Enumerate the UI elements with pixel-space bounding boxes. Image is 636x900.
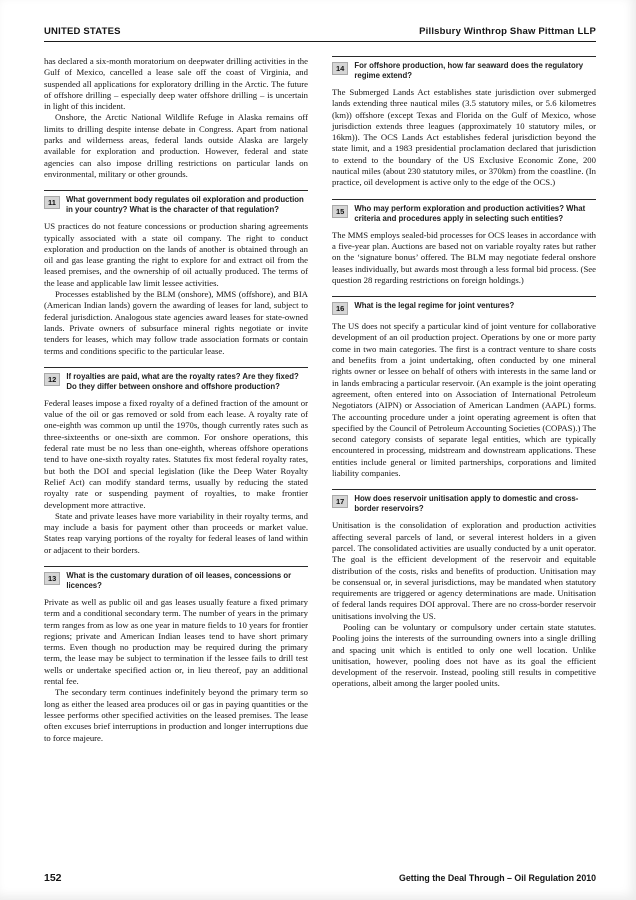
question-text: What government body regulates oil exploration and production in your country? What is the character of that regulation? [65, 195, 304, 215]
question-block [44, 190, 308, 357]
question-header [44, 367, 308, 398]
question-number: 11 [44, 196, 60, 209]
right-column [332, 56, 596, 864]
question-text: If royalties are paid, what are the royalty rates? Are they fixed? Do they differ between onshore and offshore production? [66, 371, 299, 391]
question-number: 17 [332, 495, 348, 508]
two-column-body [44, 56, 596, 864]
question-number: 15 [332, 205, 348, 218]
question-text: What is the customary duration of oil leases, concessions or licences? [66, 570, 292, 590]
question-block [332, 296, 596, 479]
answer-paragraph: Private as well as public oil and gas leases usually feature a fixed primary term and a conditional secondary term. The number of years in the primary term ranges from as low as one year in mature fields to 10 years for frontier regions; private and American Indian leases tend to have short primary terms. Even though no production may be required during the primary term, the lease may be subject to termination if the lessee fails to drill test wells or undertake specified action or, in lieu thereof, pay an additional rental fee. [44, 596, 308, 687]
page-number: 152 [44, 872, 62, 884]
question-text: How does reservoir unitisation apply to domestic and cross-border reservoirs? [354, 494, 579, 514]
question-header [332, 199, 596, 230]
question-text: What is the legal regime for joint ventures? [354, 301, 515, 311]
question-block [44, 367, 308, 556]
answer-paragraph: The secondary term continues indefinitely beyond the primary term so long as either the leased area produces oil or gas in paying quantities or the lessee performs other specified activities on the leased premises. The lease often excuses brief interruptions in production and longer interruptions due to force majeure. [44, 687, 308, 743]
intro-paragraph: has declared a six-month moratorium on deepwater drilling activities in the Gulf of Mexico, cancelled a lease sale off the coast of Virginia, and suspended all applications for exploratory drilling in the Arctic. The future of offshore drilling – especially deep water offshore drilling – is uncertain in light of this incident. [44, 56, 308, 112]
page-footer [44, 864, 596, 884]
question-header [44, 566, 308, 597]
answer-paragraph: The MMS employs sealed-bid processes for OCS leases in accordance with a five-year plan. Auctions are based not on variable royalty rates but rather on the ‘signature bonus’ offered. The BLM may negotiate federal onshore leases individually, but awards most through a less formal bid process. (See question 28 regarding restrictions on foreign holdings.) [332, 229, 596, 285]
intro-paragraph: Onshore, the Arctic National Wildlife Refuge in Alaska remains off limits to drilling despite intense debate in Congress. Apart from national parks and wilderness areas, federal lands outside Alaska are largely available for exploration and production. However, federal and state agencies can also impose drilling restrictions on particular lands on environmental, military or other grounds. [44, 112, 308, 179]
question-block [332, 56, 596, 189]
answer-paragraph: Unitisation is the consolidation of exploration and production activities affecting several parcels of land, or several interest holders in a given parcel. The consolidated activities are usually conducted by a unit operator. The goal is the efficient development of the reservoir and equitable distribution of the costs, risks and benefits of production. Unitisation may be consensual or, in several jurisdictions, may be mandated when statutory requirements are triggered or agency determinations are made. Unitisation of federal lands requires DOI approval. There are no cross-border reservoir unitisations involving the US. [332, 520, 596, 621]
question-block [332, 489, 596, 689]
question-number: 14 [332, 62, 348, 75]
question-header [332, 489, 596, 520]
answer-paragraph: State and private leases have more variability in their royalty terms, and may include a basis for payment other than proceeds or market value. States reap varying portions of the royalty for federal leases of land within or adjacent to their borders. [44, 510, 308, 555]
question-number: 12 [44, 373, 60, 386]
answer-paragraph: US practices do not feature concessions or production sharing agreements typically associated with a state oil company. The right to conduct exploration and production on the lands of another is obtained through an oil and gas lease granting the right to explore for and extract oil from the leased premises, and the ownership of oil actually produced. The terms of the lease and applicable law limit lessee activities. [44, 221, 308, 288]
question-block [332, 199, 596, 286]
question-header [332, 56, 596, 87]
answer-paragraph: Federal leases impose a fixed royalty of a defined fraction of the amount or value of the oil or gas removed or sold from each lease. A royalty rate of one-eighth was common up until the 1970s, though currently rates such as three-sixteenths or one-sixth are common. For onshore operations, this federal rate must be no less than one-eighth, whereas offshore operations tend to have one-sixth royalty rates. Statutes fix most federal royalty rates, but both the DOI and special legislation (like the Deep Water Royalty Relief Act) can modify standard terms, usually by reducing the stated royalty rate or suspending payment of royalties, to make frontier development more attractive. [44, 397, 308, 510]
firm-name: Pillsbury Winthrop Shaw Pittman LLP [419, 26, 596, 37]
question-text: For offshore production, how far seaward does the regulatory regime extend? [354, 61, 584, 80]
question-header [44, 190, 308, 221]
jurisdiction-title: UNITED STATES [44, 26, 121, 37]
answer-paragraph: Pooling can be voluntary or compulsory under certain state statutes. Pooling joins the interests of the surrounding owners into a single drilling and spacing unit which is entitled to only one well location. Unlike unitisation, however, pooling does not have as its goal the efficient development of the reservoir. Instead, pooling still results in competitive operations, albeit among the larger pooled units. [332, 621, 596, 689]
answer-paragraph: Processes established by the BLM (onshore), MMS (offshore), and BIA (American Indian lands) govern the awarding of leases for land, subject to federal jurisdiction. Analogous state agencies award leases for state-owned lands. Private owners of subsurface mineral rights negotiate or invite tenders for leases, which may follow trade association formats or contain terms and conditions specific to the particular lease. [44, 289, 308, 356]
publication-title: Getting the Deal Through – Oil Regulation 2010 [399, 873, 596, 883]
page-header [44, 26, 596, 42]
answer-paragraph: The Submerged Lands Act establishes state jurisdiction over submerged lands extending three nautical miles (3.5 statutory miles, or 5.6 kilometres (km)) offshore (except Texas and Florida on the Gulf of Mexico, whose jurisdiction extends three leagues (approximately 10 statutory miles, or 16km)). The OCS Lands Act establishes federal jurisdiction beyond the state limit, and a 1983 presidential proclamation declared that jurisdiction to extend to the boundary of the US Exclusive Economic Zone, 200 nautical miles (about 230 statutory miles, or 370km) from the coastline. (In practice, oil development is active only to the edge of the OCS.) [332, 87, 596, 188]
question-number: 16 [332, 302, 348, 315]
question-header [332, 296, 596, 321]
left-column [44, 56, 308, 864]
question-number: 13 [44, 572, 60, 585]
answer-paragraph: The US does not specify a particular kind of joint venture for collaborative development of an oil production project. Operations by one or more party come in two main categories. The first is a contract venture to share costs and benefits from a joint undertaking, often conducted by one mineral rights owner or lessee on behalf of others with interests in the same land or in lands embracing a particular reservoir. (An example is the joint operating agreement, often entered into on Association of International Petroleum Negotiators (AIPN) or Association of American Landmen (AAPL) forms. The accounting procedure under a joint operating agreement is often that specified by the Council of Petroleum Accounting Societies (COPAS).) The second category consists of separate legal entities, which are typically encountered in processing, midstream and downstream applications. These entities include general or limited partnerships, corporations and limited liability companies. [332, 321, 596, 479]
question-block [44, 566, 308, 744]
question-text: Who may perform exploration and production activities? What criteria and procedures apply in selecting such entities? [354, 203, 586, 223]
